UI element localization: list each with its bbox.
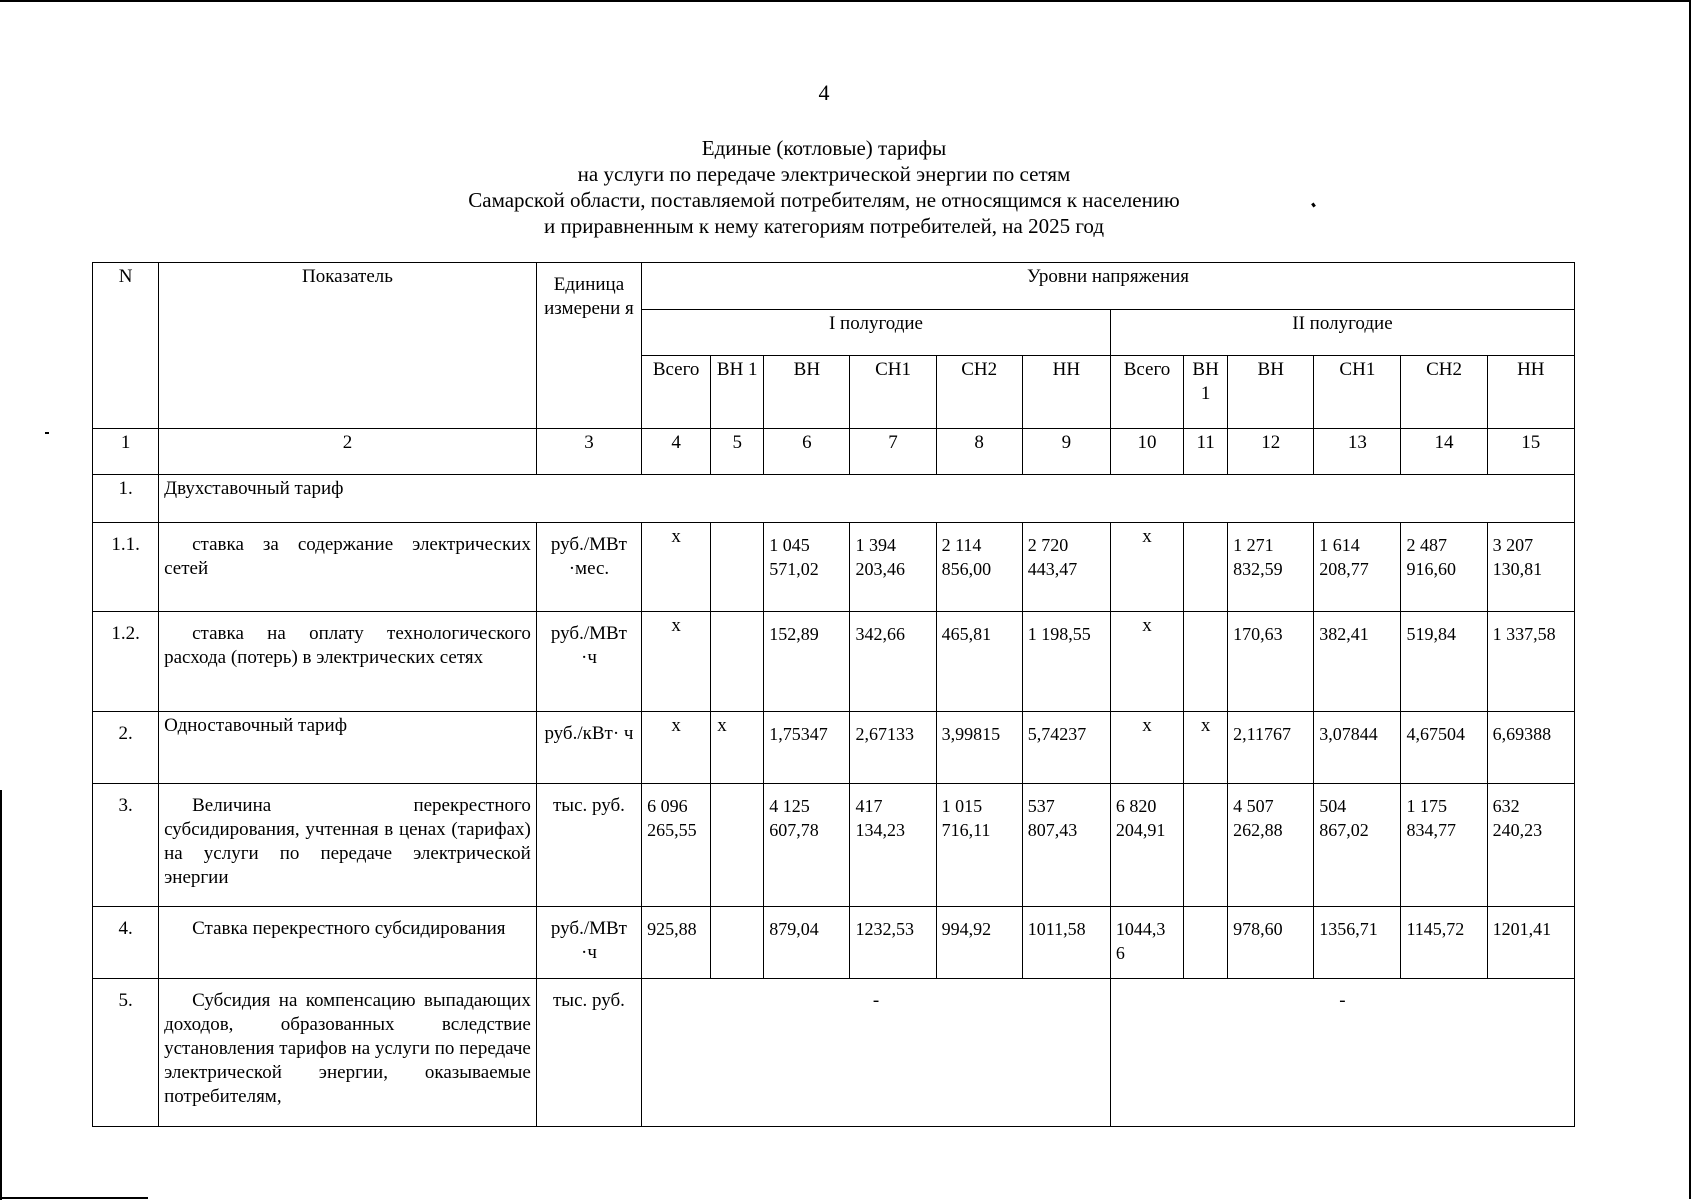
cell-h1-sn2: 1 015 716,11	[936, 784, 1022, 907]
cell-h1-nn: 537 807,43	[1022, 784, 1110, 907]
row-number: 1.2.	[93, 612, 159, 712]
row-unit: тыс. руб.	[536, 784, 641, 907]
cell-h1-sn2: 465,81	[936, 612, 1022, 712]
row-unit: руб./МВт ·мес.	[536, 523, 641, 612]
table-row	[93, 907, 1575, 979]
cell-h2-sn2: 2 487 916,60	[1401, 523, 1487, 612]
column-number: 10	[1110, 429, 1183, 475]
page-number: 4	[818, 80, 830, 105]
cell-h2-sn1: 1 614 208,77	[1314, 523, 1401, 612]
header-h1-total: Всего	[642, 356, 711, 429]
column-number: 9	[1022, 429, 1110, 475]
cell-h2-sn1: 3,07844	[1314, 712, 1401, 784]
column-number: 6	[764, 429, 850, 475]
cell-h2-sn1: 504 867,02	[1314, 784, 1401, 907]
header-h1-sn2: СН2	[936, 356, 1022, 429]
title-line: на услуги по передаче электрической энергии по сетям	[577, 162, 1071, 186]
column-number: 12	[1228, 429, 1314, 475]
cell-h1-vn1	[711, 612, 764, 712]
cell-h2-nn: 6,69388	[1487, 712, 1574, 784]
column-number: 1	[93, 429, 159, 475]
column-number: 2	[159, 429, 537, 475]
row-indicator: ставка на оплату технологического расхода (потерь) в электрических сетях	[159, 612, 537, 712]
cell-h2-total: 6 820 204,91	[1110, 784, 1183, 907]
table-row	[93, 475, 1575, 523]
cell-h1-total: х	[642, 712, 711, 784]
scan-artifact	[0, 790, 2, 1200]
cell-h1-vn: 1,75347	[764, 712, 850, 784]
row-unit: тыс. руб.	[536, 979, 641, 1127]
scan-artifact	[45, 432, 49, 434]
cell-h1-nn: 1011,58	[1022, 907, 1110, 979]
header-unit: Единица измерени я	[536, 263, 641, 429]
tariff-table	[92, 262, 1575, 1127]
cell-h2-total: х	[1110, 612, 1183, 712]
cell-h1-vn1	[711, 523, 764, 612]
row-number: 2.	[93, 712, 159, 784]
row-unit: руб./кВт· ч	[536, 712, 641, 784]
cell-h2-sn1: 1356,71	[1314, 907, 1401, 979]
title-line: и приравненным к нему категориям потребителей, на 2025 год	[543, 214, 1105, 238]
cell-h1-sn1: 417 134,23	[850, 784, 936, 907]
cell-h1-vn: 152,89	[764, 612, 850, 712]
document-title	[0, 135, 1648, 239]
cell-h2-vn: 170,63	[1228, 612, 1314, 712]
cell-h2-total: х	[1110, 712, 1183, 784]
header-n: N	[93, 263, 159, 429]
cell-h2-sn2: 4,67504	[1401, 712, 1487, 784]
cell-h1-sn1: 1 394 203,46	[850, 523, 936, 612]
cell-h1-vn: 879,04	[764, 907, 850, 979]
header-h2-vn1: ВН 1	[1184, 356, 1228, 429]
cell-h2-value: -	[1110, 979, 1574, 1127]
row-indicator: Величина перекрестного субсидирования, учтенная в ценах (тарифах) на услуги по передаче электрической энергии	[159, 784, 537, 907]
cell-h2-vn1: х	[1184, 712, 1228, 784]
column-number: 14	[1401, 429, 1487, 475]
column-number: 8	[936, 429, 1022, 475]
cell-h2-vn: 4 507 262,88	[1228, 784, 1314, 907]
cell-h1-sn1: 2,67133	[850, 712, 936, 784]
cell-h1-vn: 4 125 607,78	[764, 784, 850, 907]
cell-h2-vn1	[1184, 784, 1228, 907]
column-number: 3	[536, 429, 641, 475]
cell-h1-sn2: 994,92	[936, 907, 1022, 979]
cell-h1-total: х	[642, 523, 711, 612]
cell-h1-sn2: 2 114 856,00	[936, 523, 1022, 612]
column-number: 11	[1184, 429, 1228, 475]
cell-h2-total: 1044,3 6	[1110, 907, 1183, 979]
row-number: 4.	[93, 907, 159, 979]
row-unit: руб./МВт ·ч	[536, 907, 641, 979]
cell-h1-total: х	[642, 612, 711, 712]
cell-h2-sn1: 382,41	[1314, 612, 1401, 712]
cell-h2-nn: 3 207 130,81	[1487, 523, 1574, 612]
header-h1-nn: НН	[1022, 356, 1110, 429]
table-row	[93, 523, 1575, 612]
row-indicator: Одноставочный тариф	[159, 712, 537, 784]
cell-h1-sn1: 342,66	[850, 612, 936, 712]
cell-h1-total: 6 096 265,55	[642, 784, 711, 907]
title-line: Самарской области, поставляемой потребителям, не относящимся к населению	[468, 188, 1180, 212]
cell-h2-nn: 1 337,58	[1487, 612, 1574, 712]
row-number: 1.	[93, 475, 159, 523]
cell-h1-vn1	[711, 907, 764, 979]
cell-h1-vn: 1 045 571,02	[764, 523, 850, 612]
header-h1-vn1: ВН 1	[711, 356, 764, 429]
column-number: 7	[850, 429, 936, 475]
row-indicator: ставка за содержание электрических сетей	[159, 523, 537, 612]
row-indicator: Ставка перекрестного субсидирования	[159, 907, 537, 979]
header-h2-sn2: СН2	[1401, 356, 1487, 429]
cell-h2-total: х	[1110, 523, 1183, 612]
scan-artifact	[0, 1197, 148, 1199]
cell-h1-vn1: х	[711, 712, 764, 784]
cell-h2-nn: 632 240,23	[1487, 784, 1574, 907]
header-h2-total: Всего	[1110, 356, 1183, 429]
header-h2-nn: НН	[1487, 356, 1574, 429]
header-voltage-levels: Уровни напряжения	[642, 263, 1575, 310]
cell-h1-sn2: 3,99815	[936, 712, 1022, 784]
column-number: 4	[642, 429, 711, 475]
column-number: 13	[1314, 429, 1401, 475]
cell-h2-vn: 2,11767	[1228, 712, 1314, 784]
cell-h1-total: 925,88	[642, 907, 711, 979]
header-h2-vn: ВН	[1228, 356, 1314, 429]
cell-h2-vn1	[1184, 523, 1228, 612]
cell-h2-sn2: 1 175 834,77	[1401, 784, 1487, 907]
cell-h1-value: -	[642, 979, 1111, 1127]
column-number: 15	[1487, 429, 1574, 475]
cell-h1-sn1: 1232,53	[850, 907, 936, 979]
row-number: 1.1.	[93, 523, 159, 612]
header-h2-sn1: СН1	[1314, 356, 1401, 429]
table-row	[93, 612, 1575, 712]
cell-h1-nn: 2 720 443,47	[1022, 523, 1110, 612]
table-row	[93, 712, 1575, 784]
cell-h1-nn: 1 198,55	[1022, 612, 1110, 712]
row-unit: руб./МВт ·ч	[536, 612, 641, 712]
header-half2: II полугодие	[1110, 310, 1574, 356]
cell-h2-vn: 1 271 832,59	[1228, 523, 1314, 612]
header-indicator: Показатель	[159, 263, 537, 429]
cell-h2-sn2: 519,84	[1401, 612, 1487, 712]
cell-h1-nn: 5,74237	[1022, 712, 1110, 784]
header-half1: I полугодие	[642, 310, 1111, 356]
cell-h2-nn: 1201,41	[1487, 907, 1574, 979]
cell-h2-vn: 978,60	[1228, 907, 1314, 979]
table-row	[93, 979, 1575, 1127]
cell-h2-sn2: 1145,72	[1401, 907, 1487, 979]
cell-h2-vn1	[1184, 612, 1228, 712]
cell-h2-vn1	[1184, 907, 1228, 979]
table-row	[93, 784, 1575, 907]
row-number: 3.	[93, 784, 159, 907]
header-h1-vn: ВН	[764, 356, 850, 429]
cell-h1-vn1	[711, 784, 764, 907]
row-indicator: Двухставочный тариф	[159, 475, 1575, 523]
row-indicator: Субсидия на компенсацию выпадающих доходов, образованных вследствие установления тарифов на услуги по передаче электрической энергии, оказываемые потребителям,	[159, 979, 537, 1127]
column-number: 5	[711, 429, 764, 475]
column-number-row	[93, 429, 1575, 475]
title-line: Единые (котловые) тарифы	[701, 136, 947, 160]
row-number: 5.	[93, 979, 159, 1127]
header-h1-sn1: СН1	[850, 356, 936, 429]
